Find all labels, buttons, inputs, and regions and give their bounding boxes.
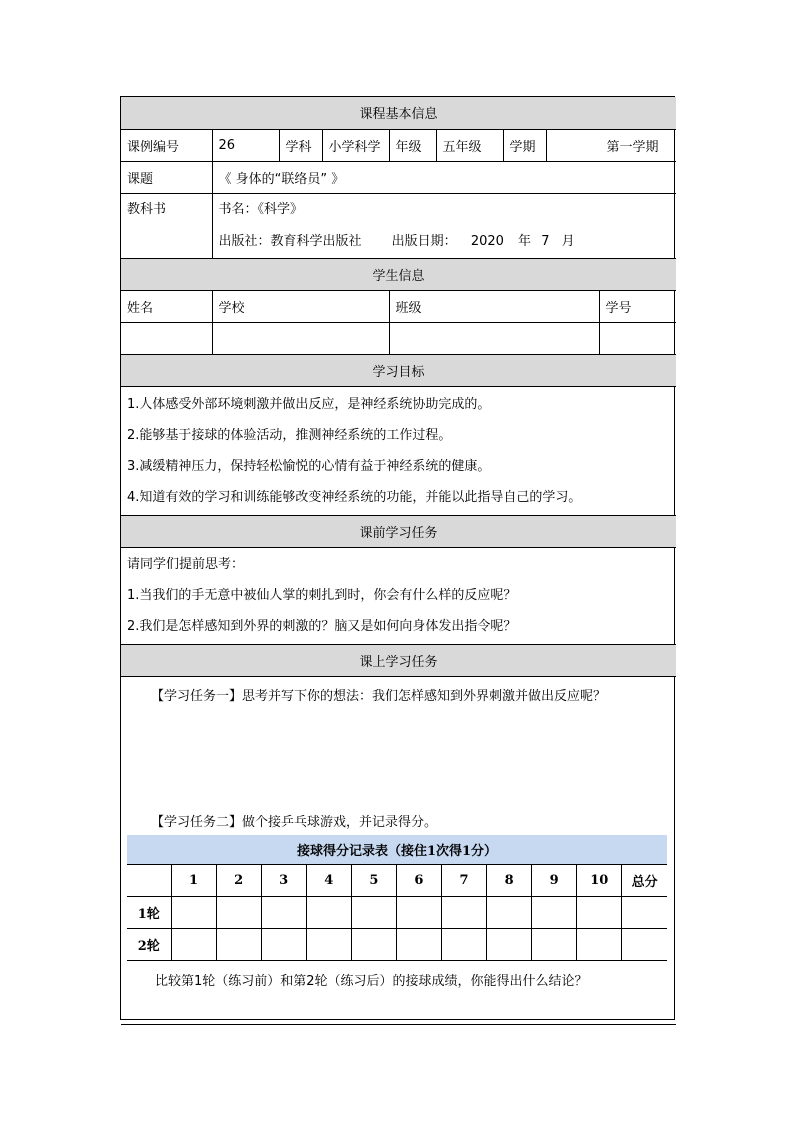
month-unit: 月 (561, 233, 575, 249)
score-cell[interactable] (532, 897, 577, 929)
score-cell[interactable] (487, 929, 532, 961)
score-cell[interactable] (487, 897, 532, 929)
pre-class-question: 1.当我们的手无意中被仙人掌的刺扎到时，你会有什么样的反应呢？ (127, 587, 517, 603)
objective-item: 1.人体感受外部环境刺激并做出反应，是神经系统协助完成的。 (127, 396, 491, 412)
score-cell[interactable] (577, 929, 622, 961)
score-col-header-total: 总分 (622, 865, 667, 897)
score-col-header: 2 (216, 865, 261, 897)
score-col-header: 9 (532, 865, 577, 897)
score-col-header: 4 (306, 865, 351, 897)
name-label: 姓名 (121, 290, 212, 322)
school-field[interactable] (212, 322, 389, 354)
score-corner-cell (127, 865, 171, 897)
score-total-cell[interactable] (622, 929, 667, 961)
score-cell[interactable] (441, 897, 486, 929)
score-col-header: 1 (171, 865, 216, 897)
task-two: 【学习任务二】做个接乒乓球游戏，并记录得分。 (151, 814, 438, 830)
section-objectives: 学习目标 (121, 354, 676, 386)
score-cell[interactable] (577, 897, 622, 929)
course-id-value: 26 (212, 129, 279, 161)
student-number-label: 学号 (599, 290, 676, 322)
score-cell[interactable] (216, 897, 261, 929)
grade-value: 五年级 (436, 129, 503, 161)
score-table (127, 835, 667, 962)
publish-info (213, 226, 677, 258)
score-cell[interactable] (216, 929, 261, 961)
score-row-label: 2轮 (127, 929, 171, 961)
score-row-label: 1轮 (127, 897, 171, 929)
course-id-label: 课例编号 (121, 129, 212, 161)
score-col-header: 6 (396, 865, 441, 897)
textbook-label: 教科书 (127, 201, 167, 217)
objectives-cell (121, 386, 676, 515)
learning-task-sheet (120, 96, 675, 1020)
subject-label: 学科 (279, 129, 322, 161)
objective-item: 2.能够基于接球的体验活动，推测神经系统的工作过程。 (127, 427, 452, 443)
conclusion-question: 比较第1轮（练习前）和第2轮（练习后）的接球成绩，你能得出什么结论？ (155, 973, 588, 989)
score-col-header: 8 (487, 865, 532, 897)
score-cell[interactable] (171, 897, 216, 929)
score-cell[interactable] (351, 929, 396, 961)
publish-year: 2020 (470, 233, 504, 249)
score-row-round-2 (127, 929, 667, 961)
class-label: 班级 (389, 290, 599, 322)
book-name: 书名：《科学》 (218, 201, 304, 217)
section-student-info: 学生信息 (121, 258, 676, 290)
term-value: 第一学期 (546, 129, 676, 161)
score-cell[interactable] (261, 929, 306, 961)
score-cell[interactable] (306, 929, 351, 961)
student-number-field[interactable] (599, 322, 676, 354)
score-col-header: 3 (261, 865, 306, 897)
topic-label: 课题 (121, 161, 212, 193)
year-unit: 年 (518, 233, 532, 249)
objective-item: 3.减缓精神压力，保持轻松愉悦的心情有益于神经系统的健康。 (127, 458, 491, 474)
score-col-header: 10 (577, 865, 622, 897)
objective-item: 4.知道有效的学习和训练能够改变神经系统的功能，并能以此指导自己的学习。 (127, 489, 582, 505)
in-class-cell (121, 676, 676, 1024)
score-cell[interactable] (396, 929, 441, 961)
score-cell[interactable] (171, 929, 216, 961)
term-label: 学期 (503, 129, 546, 161)
topic-value: 《 身体的“联络员” 》 (212, 161, 676, 193)
section-in-class: 课上学习任务 (121, 644, 676, 676)
score-cell[interactable] (396, 897, 441, 929)
section-course-info: 课程基本信息 (121, 97, 676, 129)
textbook-label-cell (121, 193, 212, 258)
class-field[interactable] (389, 322, 599, 354)
score-col-header: 7 (441, 865, 486, 897)
score-col-header: 5 (351, 865, 396, 897)
name-field[interactable] (121, 322, 212, 354)
publisher: 出版社：教育科学出版社 (218, 233, 362, 249)
textbook-info-cell (212, 193, 676, 258)
course-info-table (121, 97, 676, 1025)
school-label: 学校 (212, 290, 389, 322)
score-total-cell[interactable] (622, 897, 667, 929)
score-cell[interactable] (351, 897, 396, 929)
score-cell[interactable] (261, 897, 306, 929)
publish-month: 7 (541, 233, 550, 249)
publish-date-label: 出版日期： (391, 233, 457, 249)
score-cell[interactable] (441, 929, 486, 961)
score-cell[interactable] (306, 897, 351, 929)
grade-label: 年级 (389, 129, 436, 161)
section-pre-class: 课前学习任务 (121, 515, 676, 547)
pre-class-cell (121, 547, 676, 644)
pre-class-question: 2.我们是怎样感知到外界的刺激的？脑又是如何向身体发出指令呢？ (127, 618, 517, 634)
pre-class-intro: 请同学们提前思考： (127, 556, 245, 572)
score-cell[interactable] (532, 929, 577, 961)
score-row-round-1 (127, 897, 667, 929)
score-table-title: 接球得分记录表（接住1次得1分） (127, 835, 667, 865)
subject-value: 小学科学 (322, 129, 389, 161)
task-one: 【学习任务一】思考并写下你的想法：我们怎样感知到外界刺激并做出反应呢？ (151, 688, 607, 704)
